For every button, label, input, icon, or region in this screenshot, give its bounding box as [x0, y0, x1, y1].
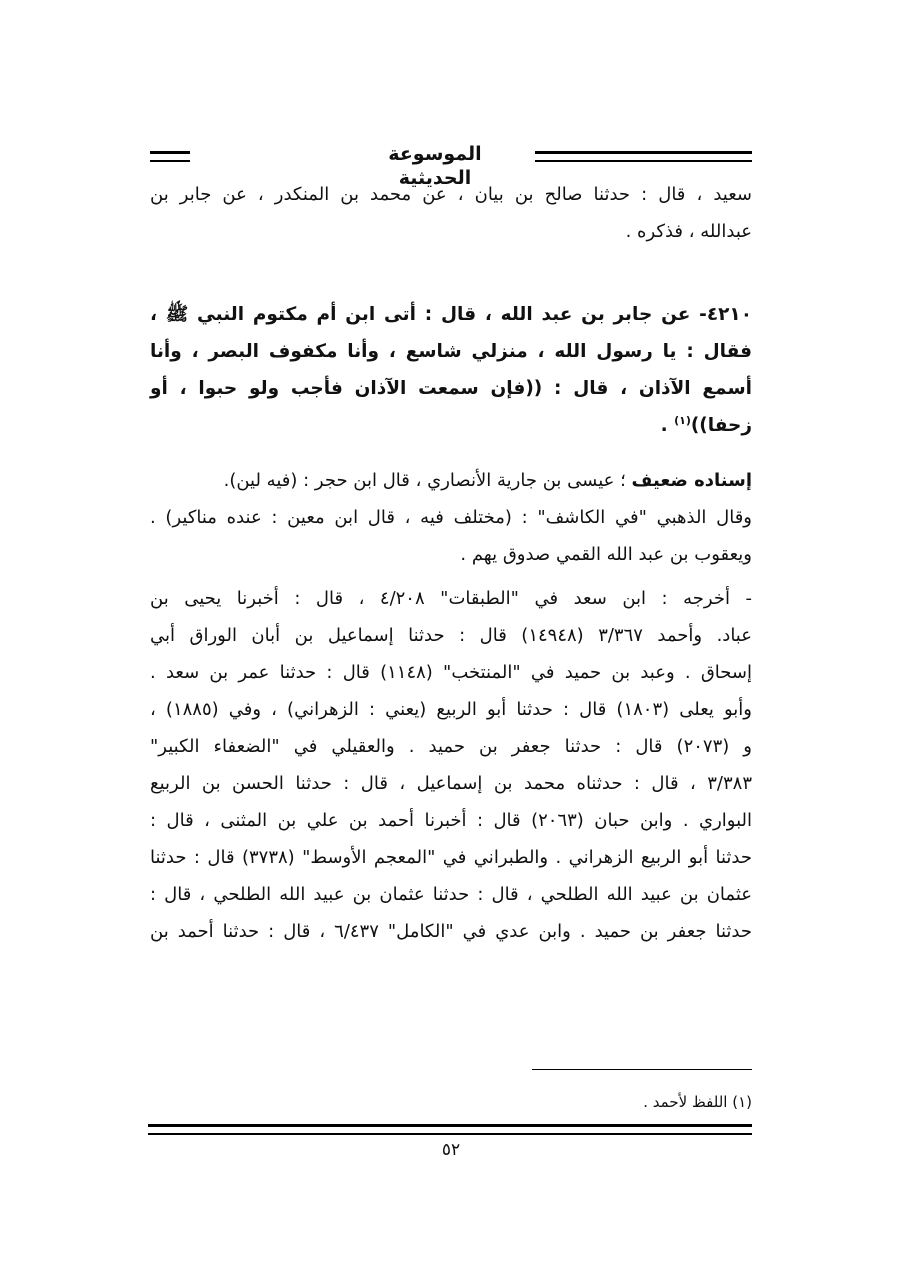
isnad-text: ؛ عيسى بن جارية الأنصاري ، قال ابن حجر : (فيه لين). [223, 470, 632, 491]
hadith-text [150, 296, 752, 444]
text-line: عبدالله ، فذكره . [625, 221, 752, 242]
page-number: ٥٢ [441, 1140, 461, 1160]
takhrij-line: حدثنا أبو الربيع الزهراني . والطبراني في "المعجم الأوسط" (٣٧٣٨) قال : حدثنا [150, 847, 753, 868]
takhrij-line: إسحاق . وعبد بن حميد في "المنتخب" (١١٤٨) قال : حدثنا عمر بن سعد . [150, 662, 752, 683]
header-title: الموسوعة الحديثية [350, 142, 520, 166]
takhrij-line: ٣/٣٨٣ ، قال : حدثناه محمد بن إسماعيل ، قال : حدثنا الحسن بن الربيع [150, 773, 752, 794]
takhrij-line: و (٢٠٧٣) قال : حدثنا جعفر بن حميد . والعقيلي في "الضعفاء الكبير" [150, 736, 752, 757]
header-rule-left [150, 151, 190, 162]
takhrij-line: البواري . وابن حبان (٢٠٦٣) قال : أخبرنا أحمد بن علي بن المثنى ، قال : [150, 810, 752, 831]
hadith-end-punct: . [660, 415, 675, 436]
hadith-line: فقال : يا رسول الله ، منزلي شاسع ، وأنا مكفوف البصر ، وأنا [150, 341, 752, 362]
takhrij-line: حدثنا جعفر بن حميد . وابن عدي في "الكامل" ٦/٤٣٧ ، قال : حدثنا أحمد بن [150, 921, 752, 942]
isnad-paragraph [150, 462, 752, 573]
footnote: (١) اللفظ لأحمد . [643, 1093, 752, 1111]
running-header [150, 142, 752, 189]
hadith-line-text: زحفا)) [690, 415, 752, 436]
takhrij-line: عباد. وأحمد ٣/٣٦٧ (١٤٩٤٨) قال : حدثنا إسماعيل بن أبان الوراق أبي [150, 625, 752, 646]
footnote-mark: (١) [674, 413, 691, 427]
takhrij-line: - أخرجه : ابن سعد في "الطبقات" ٤/٢٠٨ ، قال : أخبرنا يحيى بن [150, 588, 752, 609]
takhrij-line: وأبو يعلى (١٨٠٣) قال : حدثنا أبو الربيع (يعني : الزهراني) ، وفي (١٨٨٥) ، [150, 699, 752, 720]
takhrij-paragraph [150, 580, 752, 950]
isnad-line-1 [150, 462, 752, 499]
takhrij-line: عثمان بن عبيد الله الطلحي ، قال : حدثنا عثمان بن عبيد الله الطلحي ، قال : [150, 884, 752, 905]
footer-rule [148, 1124, 752, 1135]
isnad-line-3: ويعقوب بن عبد الله القمي صدوق يهم . [460, 544, 752, 565]
hadith-line: أسمع الآذان ، قال : ((فإن سمعت الآذان فأجب ولو حبوا ، أو [150, 378, 752, 399]
hadith-line: ٤٢١٠- عن جابر بن عبد الله ، قال : أتى ابن أم مكتوم النبي ﷺ ، [150, 304, 752, 325]
hadith-line-last [150, 407, 752, 444]
footnote-separator [532, 1069, 752, 1070]
text-line: سعيد ، قال : حدثنا صالح بن بيان ، عن محمد بن المنكدر ، عن جابر بن [150, 184, 752, 205]
isnad-label: إسناده ضعيف [631, 470, 752, 491]
isnad-line-2: وقال الذهبي "في الكاشف" : (مختلف فيه ، قال ابن معين : عنده مناكير) . [150, 507, 752, 528]
header-rule-right [535, 151, 752, 162]
intro-paragraph [150, 176, 752, 250]
